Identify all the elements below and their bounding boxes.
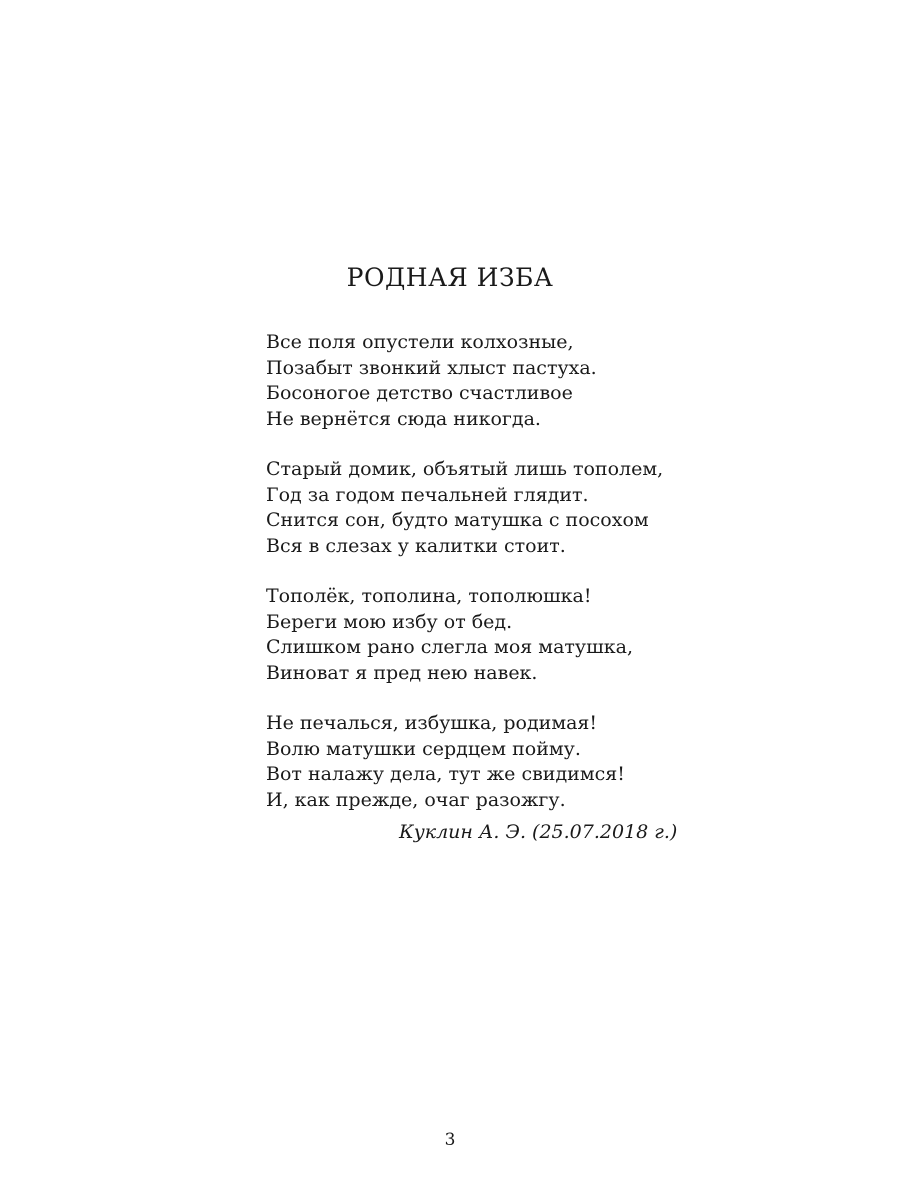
poem-line: Тополёк, тополина, тополюшка! bbox=[266, 585, 592, 607]
stanza bbox=[266, 457, 686, 559]
poem-line: Позабыт звонкий хлыст пастуха. bbox=[266, 356, 597, 379]
poem-line: Слишком рано слегла моя матушка, bbox=[266, 636, 633, 658]
poem-line: Вся в слезах у калитки стоит. bbox=[266, 534, 566, 557]
poem-line: Старый домик, объятый лишь тополем, bbox=[266, 458, 664, 480]
stanza bbox=[266, 330, 686, 432]
poem-line: Снится сон, будто матушка с посохом bbox=[266, 509, 649, 531]
poem-line: Все поля опустели колхозные, bbox=[266, 331, 574, 353]
author-signature: Куклин А. Э. (25.07.2018 г.) bbox=[399, 821, 678, 843]
poem-line: Вот налажу дела, тут же свидимся! bbox=[266, 763, 625, 785]
poem-line: Не печалься, избушка, родимая! bbox=[266, 712, 598, 734]
poem-line: Босоногое детство счастливое bbox=[266, 382, 573, 404]
poem-body bbox=[266, 330, 686, 838]
stanza bbox=[266, 584, 686, 686]
poem-line: И, как прежде, очаг разожгу. bbox=[266, 788, 566, 811]
poem-line: Не вернётся сюда никогда. bbox=[266, 407, 541, 430]
poem-line: Береги мою избу от бед. bbox=[266, 610, 513, 633]
poem-line: Год за годом печальней глядит. bbox=[266, 483, 589, 506]
poem-line: Волю матушки сердцем пойму. bbox=[266, 737, 581, 760]
poem-line: Виноват я пред нею навек. bbox=[266, 661, 538, 684]
poem-title: РОДНАЯ ИЗБА bbox=[346, 263, 554, 292]
page-number: 3 bbox=[444, 1130, 456, 1150]
stanza bbox=[266, 711, 686, 813]
